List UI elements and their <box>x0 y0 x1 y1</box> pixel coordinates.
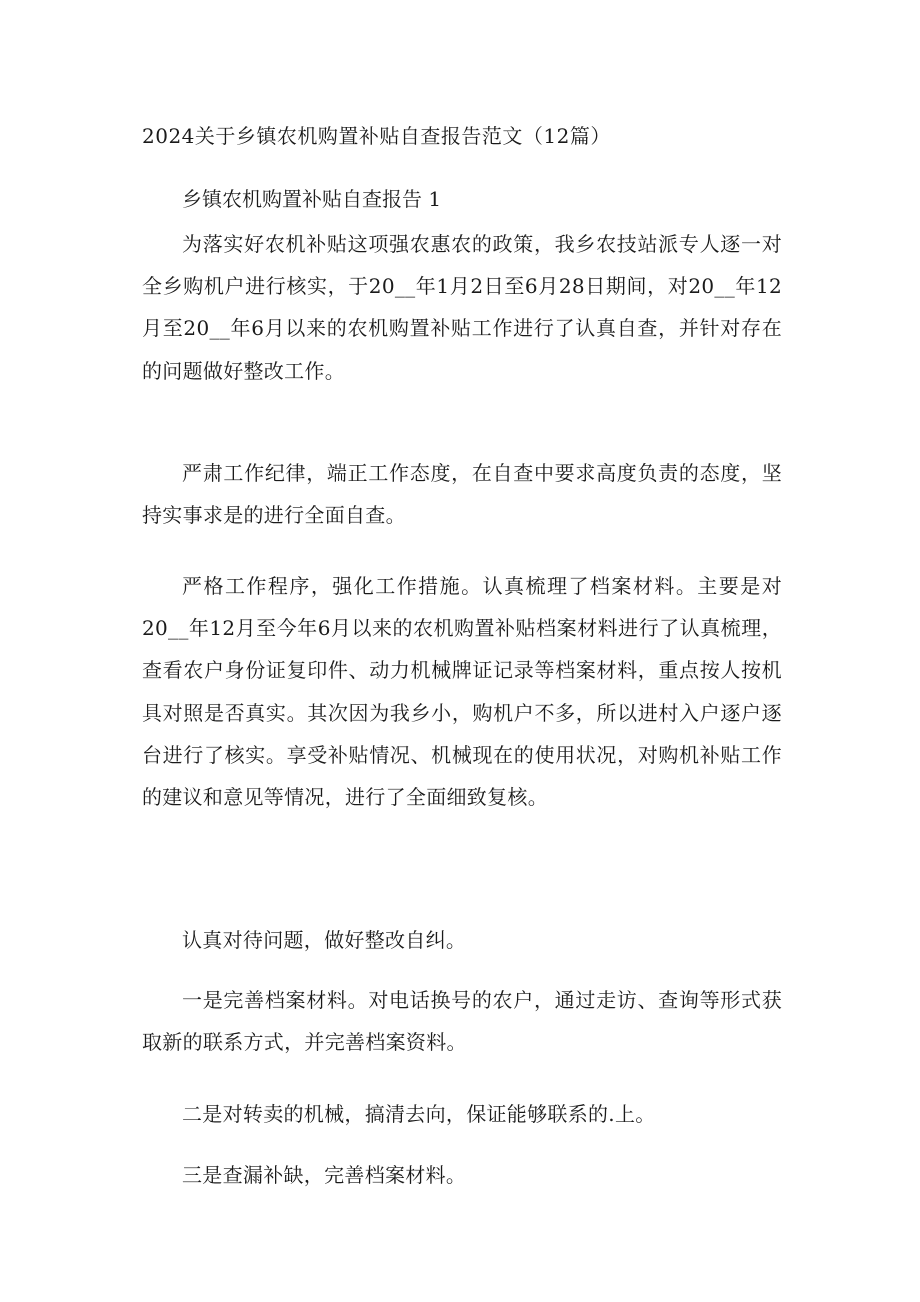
paragraph-rectification: 认真对待问题，做好整改自纠。 <box>182 928 467 952</box>
paragraph-item-one: 一是完善档案材料。对电话换号的农户，通过走访、查询等形式获取新的联系方式，并完善档案资料。 <box>142 988 782 1055</box>
document-title: 2024关于乡镇农机购置补贴自查报告范文（12篇） <box>142 124 611 148</box>
paragraph-intro: 为落实好农机补贴这项强农惠农的政策，我乡农技站派专人逐一对全乡购机户进行核实，于20__年1月2日至6月28日期间，对20__年12月至20__年6月以来的农机购置补贴工作进行了认真自查，并针对存在的问题做好整改工作。 <box>142 232 782 383</box>
section-heading: 乡镇农机购置补贴自查报告 1 <box>182 187 442 211</box>
paragraph-procedure: 严格工作程序，强化工作措施。认真梳理了档案材料。主要是对20__年12月至今年6月以来的农机购置补贴档案材料进行了认真梳理，查看农户身份证复印件、动力机械牌证记录等档案材料，重点按人按机具对照是否真实。其次因为我乡小，购机户不多，所以进村入户逐户逐台进行了核实。享受补贴情况、机械现在的使用状况，对购机补贴工作的建议和意见等情况，进行了全面细致复核。 <box>142 574 782 810</box>
paragraph-item-three: 三是查漏补缺，完善档案材料。 <box>182 1163 467 1187</box>
paragraph-item-two: 二是对转卖的机械，搞清去向，保证能够联系的.上。 <box>182 1102 656 1126</box>
paragraph-discipline: 严肃工作纪律，端正工作态度，在自查中要求高度负责的态度，坚持实事求是的进行全面自查。 <box>142 461 782 528</box>
